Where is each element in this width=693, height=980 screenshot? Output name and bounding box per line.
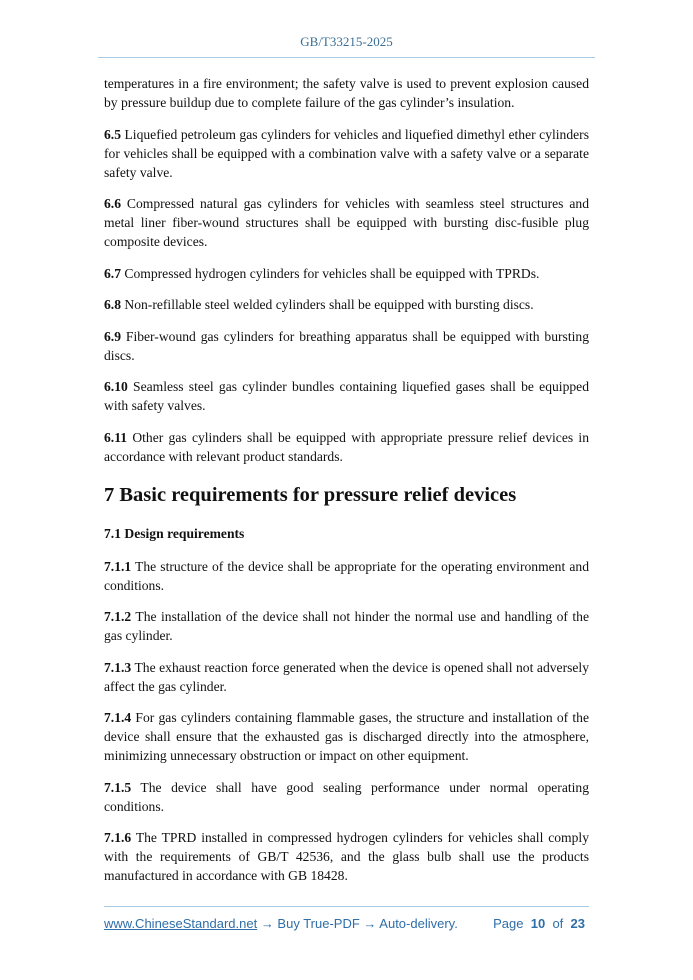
- paragraph: [104, 607, 589, 645]
- clause-text: The TPRD installed in compressed hydrogen cylinders for vehicles shall comply with the requirements of GB/T 42536, and the glass bulb shall use the products manufactured in accordance with GB 18428.: [104, 830, 589, 883]
- clause-text: Compressed hydrogen cylinders for vehicles shall be equipped with TPRDs.: [121, 265, 540, 281]
- paragraph: [104, 557, 589, 595]
- page-number: 10: [530, 916, 546, 931]
- clause-text: The device shall have good sealing performance under normal operating conditions.: [104, 779, 589, 814]
- clause-number: 6.8: [104, 297, 121, 312]
- paragraph: [104, 194, 589, 251]
- header-divider: [98, 57, 595, 58]
- clause-text: Compressed natural gas cylinders for vehicles with seamless steel structures and metal liner fiber-wound structures shall be equipped with bursting disc-fusible plug composite devices.: [104, 196, 589, 249]
- clause-number: 7.1.3: [104, 659, 132, 675]
- paragraph: [104, 428, 589, 466]
- clause-text: The installation of the device shall not hinder the normal use and handling of the gas cylinder.: [104, 609, 589, 643]
- paragraph: [104, 377, 589, 415]
- footer-divider: [104, 906, 589, 907]
- page-content: [104, 74, 589, 898]
- paragraph: [104, 295, 589, 314]
- paragraph: [104, 74, 589, 112]
- clause-number: 7.1.6: [104, 830, 132, 845]
- clause-text: Seamless steel gas cylinder bundles containing liquefied gases shall be equipped with safety valves.: [104, 379, 589, 413]
- clause-text: Non-refillable steel welded cylinders shall be equipped with bursting discs.: [121, 297, 534, 312]
- page-total: 23: [570, 916, 585, 931]
- promo-text: → Buy True-PDF → Auto-delivery.: [257, 916, 458, 931]
- section-7-1-paragraphs: [104, 557, 589, 886]
- section-6-paragraphs: [104, 74, 589, 466]
- clause-text: The exhaust reaction force generated when the device is opened shall not adversely affect the gas cylinder.: [104, 659, 589, 694]
- clause-number: 7.1.2: [104, 609, 132, 624]
- paragraph: [104, 828, 589, 885]
- clause-text: Liquefied petroleum gas cylinders for vehicles and liquefied dimethyl ether cylinders for vehicles shall be equipped with a combination valve with a safety valve or a separate safety valve.: [104, 126, 589, 180]
- clause-text: Fiber-wound gas cylinders for breathing apparatus shall be equipped with bursting discs.: [104, 328, 589, 363]
- paragraph: [104, 708, 589, 765]
- clause-number: 6.10: [104, 379, 128, 394]
- section-heading: 7 Basic requirements for pressure relief devices: [104, 483, 517, 506]
- clause-text: For gas cylinders containing flammable gases, the structure and installation of the device shall ensure that the exhausted gas is discharged directly into the atmosphere, minimizing unnecessary obstruction or impact on other equipment.: [104, 710, 589, 763]
- paragraph: [104, 125, 589, 182]
- clause-number: 6.5: [104, 126, 121, 142]
- clause-number: 7.1.4: [104, 710, 132, 725]
- subsection-heading: 7.1 Design requirements: [104, 525, 245, 541]
- clause-number: 7.1.1: [104, 558, 132, 574]
- paragraph: [104, 778, 589, 816]
- clause-text: Other gas cylinders shall be equipped with appropriate pressure relief devices in accordance with relevant product standards.: [104, 429, 589, 464]
- clause-text: The structure of the device shall be appropriate for the operating environment and conditions.: [104, 558, 589, 593]
- website-link[interactable]: www.ChineseStandard.net: [104, 916, 258, 931]
- clause-number: 6.7: [104, 265, 121, 281]
- paragraph: [104, 264, 589, 283]
- clause-number: 6.6: [104, 196, 121, 211]
- footer-promo: [104, 916, 458, 931]
- clause-text: temperatures in a fire environment; the safety valve is used to prevent explosion caused by pressure buildup due to complete failure of the gas cylinder’s insulation.: [104, 76, 589, 110]
- paragraph: [104, 658, 589, 696]
- clause-number: 6.11: [104, 429, 128, 445]
- clause-number: 6.9: [104, 328, 121, 344]
- document-header-code: GB/T33215-2025: [300, 34, 393, 49]
- page-indicator: Page 10 of 23: [493, 916, 585, 931]
- footer: [104, 916, 585, 931]
- paragraph: [104, 327, 589, 365]
- clause-number: 7.1.5: [104, 779, 132, 795]
